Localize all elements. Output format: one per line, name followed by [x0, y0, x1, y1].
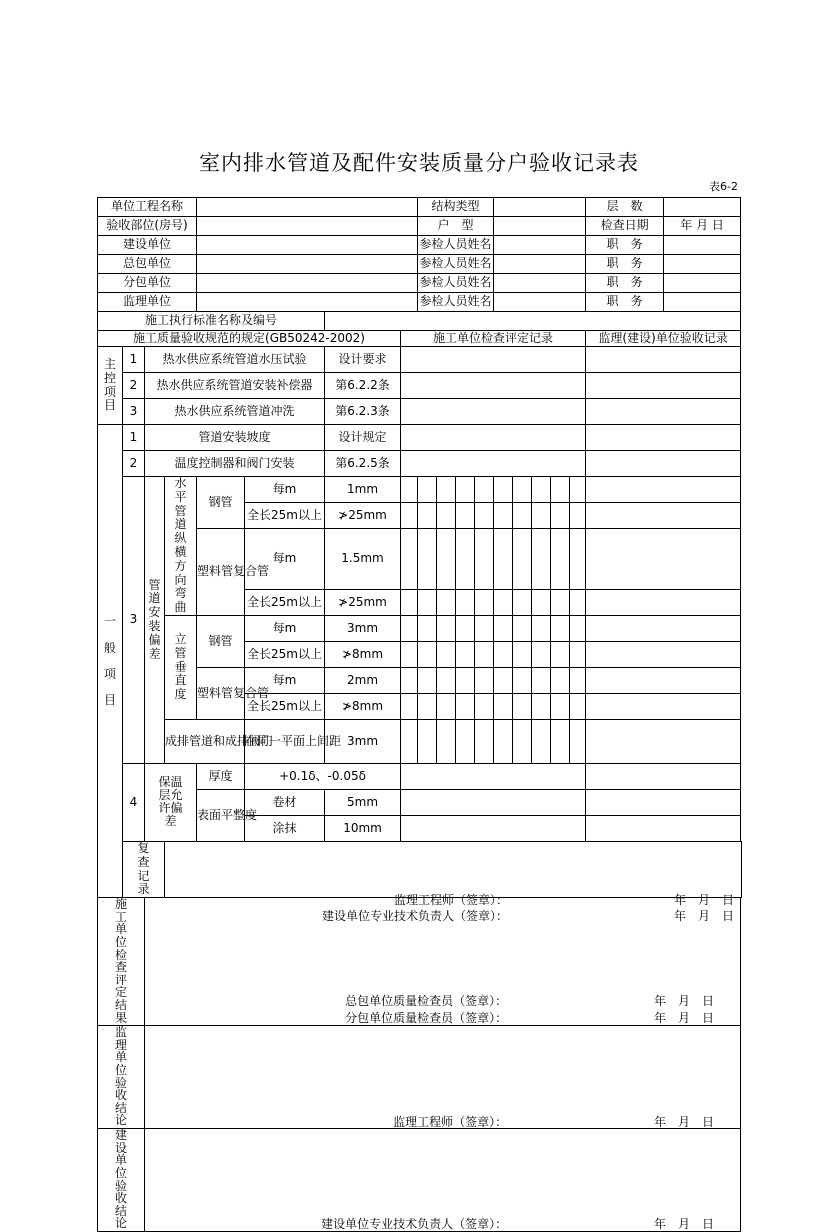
per-meter-label: 每m	[245, 477, 325, 503]
supervise-record-cell[interactable]	[586, 641, 741, 667]
check-cell[interactable]	[475, 667, 494, 693]
check-cell[interactable]	[532, 693, 551, 719]
construct-record-cell[interactable]	[401, 763, 586, 789]
check-cell[interactable]	[475, 641, 494, 667]
supervise-conclusion-signature-area[interactable]	[145, 1026, 741, 1129]
supervise-unit-value[interactable]	[197, 293, 418, 312]
check-cell[interactable]	[475, 615, 494, 641]
supervise-record-cell[interactable]	[586, 347, 741, 373]
supervise-record-cell[interactable]	[586, 589, 741, 615]
supervise-unit-label: 监理单位	[98, 293, 197, 312]
roll-label: 卷材	[245, 789, 325, 815]
item-no: 4	[123, 763, 145, 841]
item-name: 热水供应系统管道安装补偿器	[145, 373, 325, 399]
check-cell[interactable]	[401, 615, 418, 641]
item-requirement: 第6.2.3条	[325, 399, 401, 425]
check-cell[interactable]	[551, 719, 570, 763]
check-cell[interactable]	[418, 641, 437, 667]
check-cell[interactable]	[437, 667, 456, 693]
check-cell[interactable]	[437, 529, 456, 590]
check-cell[interactable]	[437, 589, 456, 615]
unit-type-label: 户 型	[418, 217, 494, 236]
supervise-record-cell[interactable]	[586, 451, 741, 477]
vertical-label: 立管垂直度	[165, 615, 197, 719]
tolerance-value: 1mm	[325, 477, 401, 503]
check-cell[interactable]	[570, 477, 586, 503]
item-no: 1	[123, 347, 145, 373]
check-cell[interactable]	[418, 667, 437, 693]
per-meter-label: 每m	[245, 615, 325, 641]
tolerance-value: 10mm	[325, 815, 401, 841]
item-requirement: 第6.2.2条	[325, 373, 401, 399]
check-cell[interactable]	[570, 615, 586, 641]
supervise-conclusion-label: 监理单位验收结论	[98, 1026, 145, 1129]
inspector-label: 参检人员姓名	[418, 255, 494, 274]
supervise-record-cell[interactable]	[586, 615, 741, 641]
construct-record-cell[interactable]	[401, 815, 586, 841]
item-name: 热水供应系统管道冲洗	[145, 399, 325, 425]
build-conclusion-label: 建设单位验收结论	[98, 1129, 145, 1232]
steel-pipe-label: 钢管	[197, 615, 245, 667]
horizontal-bend-label: 水平管道纵横方向弯曲	[165, 477, 197, 616]
check-cell[interactable]	[418, 529, 437, 590]
general-unit-label: 总包单位	[98, 255, 197, 274]
check-cell[interactable]	[401, 529, 418, 590]
check-cell[interactable]	[456, 503, 475, 529]
supervise-record-cell[interactable]	[586, 693, 741, 719]
item-name: 管道安装坡度	[145, 425, 325, 451]
sub-unit-label: 分包单位	[98, 274, 197, 293]
position-value[interactable]	[664, 293, 741, 312]
thickness-label: 厚度	[197, 763, 245, 789]
full-length-label: 全长25m以上	[245, 641, 325, 667]
spec-header: 施工质量验收规范的规定(GB50242-2002)	[98, 331, 401, 347]
plastic-pipe-label: 塑料管复合管	[197, 667, 245, 719]
inspector-value[interactable]	[494, 293, 586, 312]
structure-type-label: 结构类型	[418, 198, 494, 217]
supervise-record-cell[interactable]	[586, 667, 741, 693]
check-cell[interactable]	[513, 615, 532, 641]
check-cell[interactable]	[551, 503, 570, 529]
construct-record-header: 施工单位检查评定记录	[401, 331, 586, 347]
inspector-label: 参检人员姓名	[418, 274, 494, 293]
check-cell[interactable]	[494, 719, 513, 763]
check-cell[interactable]	[475, 477, 494, 503]
sub-qc-label: 分包单位质量检查员（签章）：	[345, 1010, 508, 1025]
check-cell[interactable]	[494, 667, 513, 693]
build-conclusion-signature-area[interactable]	[145, 1129, 741, 1232]
supervise-record-cell[interactable]	[586, 529, 741, 590]
build-unit-value[interactable]	[197, 236, 418, 255]
rows-valves-label: 成排管道和成排阀门	[165, 719, 245, 763]
check-cell[interactable]	[456, 641, 475, 667]
check-cell[interactable]	[551, 529, 570, 590]
check-cell[interactable]	[570, 529, 586, 590]
full-length-label: 全长25m以上	[245, 589, 325, 615]
item-requirement: 设计规定	[325, 425, 401, 451]
construct-record-cell[interactable]	[401, 347, 586, 373]
check-cell[interactable]	[401, 477, 418, 503]
check-cell[interactable]	[456, 667, 475, 693]
review-signature-area[interactable]	[165, 841, 742, 923]
check-cell[interactable]	[513, 641, 532, 667]
position-value[interactable]	[664, 255, 741, 274]
main-items-label: 主控项目	[98, 347, 123, 425]
check-cell[interactable]	[437, 719, 456, 763]
position-value[interactable]	[664, 274, 741, 293]
check-cell[interactable]	[494, 529, 513, 590]
tolerance-value: ≯25mm	[325, 503, 401, 529]
general-items-label: 一般项目	[98, 425, 123, 898]
check-cell[interactable]	[551, 477, 570, 503]
full-length-label: 全长25m以上	[245, 503, 325, 529]
date-line: 年 月 日	[653, 1217, 714, 1232]
construct-record-cell[interactable]	[401, 789, 586, 815]
tolerance-value: ≯25mm	[325, 589, 401, 615]
check-cell[interactable]	[456, 615, 475, 641]
check-cell[interactable]	[551, 641, 570, 667]
check-cell[interactable]	[456, 477, 475, 503]
check-cell[interactable]	[513, 503, 532, 529]
tolerance-value: 1.5mm	[325, 529, 401, 590]
construct-record-cell[interactable]	[401, 373, 586, 399]
item-no: 2	[123, 451, 145, 477]
construct-record-cell[interactable]	[401, 425, 586, 451]
tolerance-value: ≯8mm	[325, 641, 401, 667]
tolerance-value: 5mm	[325, 789, 401, 815]
check-cell[interactable]	[418, 719, 437, 763]
supervise-record-cell[interactable]	[586, 815, 741, 841]
date-line: 年 月 日	[673, 892, 734, 907]
check-cell[interactable]	[494, 503, 513, 529]
check-cell[interactable]	[551, 667, 570, 693]
item-no: 3	[123, 477, 145, 764]
inspector-label: 参检人员姓名	[418, 236, 494, 255]
construct-result-label: 施工单位检查评定结果	[98, 898, 145, 1026]
date-line: 年 月 日	[653, 993, 714, 1008]
check-cell[interactable]	[475, 589, 494, 615]
check-cell[interactable]	[401, 641, 418, 667]
check-cell[interactable]	[532, 667, 551, 693]
supervise-record-cell[interactable]	[586, 503, 741, 529]
plastic-pipe-label: 塑料管复合管	[197, 529, 245, 616]
table-number: 表6-2	[709, 180, 738, 193]
check-cell[interactable]	[475, 503, 494, 529]
check-cell[interactable]	[513, 667, 532, 693]
acceptance-record-table	[97, 197, 742, 1232]
tolerance-value: 3mm	[325, 719, 401, 763]
check-cell[interactable]	[570, 503, 586, 529]
check-cell[interactable]	[494, 589, 513, 615]
item-no: 3	[123, 399, 145, 425]
build-tech-label: 建设单位专业技术负责人（签章）：	[321, 1217, 508, 1232]
general-unit-value[interactable]	[197, 255, 418, 274]
check-cell[interactable]	[532, 477, 551, 503]
check-cell[interactable]	[456, 719, 475, 763]
build-tech-label: 建设单位专业技术负责人（签章）：	[321, 908, 508, 923]
per-meter-label: 每m	[245, 667, 325, 693]
check-cell[interactable]	[532, 503, 551, 529]
supervise-engineer-label: 监理工程师（签章）：	[393, 1115, 508, 1130]
check-date-label: 检查日期	[586, 217, 664, 236]
check-cell[interactable]	[532, 529, 551, 590]
check-cell[interactable]	[418, 477, 437, 503]
check-cell[interactable]	[551, 615, 570, 641]
check-cell[interactable]	[418, 503, 437, 529]
position-label: 职 务	[586, 236, 664, 255]
supervise-record-cell[interactable]	[586, 425, 741, 451]
check-cell[interactable]	[456, 693, 475, 719]
inspector-value[interactable]	[494, 236, 586, 255]
check-cell[interactable]	[475, 693, 494, 719]
position-label: 职 务	[586, 274, 664, 293]
item-no: 2	[123, 373, 145, 399]
inspector-value[interactable]	[494, 274, 586, 293]
check-cell[interactable]	[494, 641, 513, 667]
supervise-record-cell[interactable]	[586, 399, 741, 425]
position-value[interactable]	[664, 236, 741, 255]
project-name-label: 单位工程名称	[98, 198, 197, 217]
item-no: 1	[123, 425, 145, 451]
check-cell[interactable]	[532, 641, 551, 667]
tolerance-value: 2mm	[325, 667, 401, 693]
tolerance-value: 3mm	[325, 615, 401, 641]
check-cell[interactable]	[401, 589, 418, 615]
full-length-label: 全长25m以上	[245, 693, 325, 719]
supervise-record-cell[interactable]	[586, 373, 741, 399]
check-cell[interactable]	[437, 693, 456, 719]
position-label: 职 务	[586, 293, 664, 312]
check-cell[interactable]	[570, 641, 586, 667]
date-line: 年 月 日	[653, 1010, 714, 1025]
check-cell[interactable]	[532, 589, 551, 615]
part-value[interactable]	[197, 217, 418, 236]
supervise-record-cell[interactable]	[586, 763, 741, 789]
check-cell[interactable]	[551, 589, 570, 615]
thickness-value: +0.1δ、-0.05δ	[245, 763, 401, 789]
check-cell[interactable]	[456, 589, 475, 615]
check-cell[interactable]	[401, 719, 418, 763]
check-cell[interactable]	[437, 503, 456, 529]
build-unit-label: 建设单位	[98, 236, 197, 255]
position-label: 职 务	[586, 255, 664, 274]
check-cell[interactable]	[401, 667, 418, 693]
check-cell[interactable]	[401, 693, 418, 719]
steel-pipe-label: 钢管	[197, 477, 245, 529]
insulation-deviation-label: 保温层允许偏差	[145, 763, 197, 841]
check-cell[interactable]	[532, 719, 551, 763]
same-plane-label: 在同一平面上间距	[245, 719, 325, 763]
check-cell[interactable]	[494, 477, 513, 503]
standard-label: 施工执行标准名称及编号	[98, 312, 325, 331]
check-cell[interactable]	[475, 719, 494, 763]
check-cell[interactable]	[570, 719, 586, 763]
part-label: 验收部位(房号)	[98, 217, 197, 236]
check-cell[interactable]	[570, 667, 586, 693]
check-cell[interactable]	[437, 641, 456, 667]
check-cell[interactable]	[456, 529, 475, 590]
check-cell[interactable]	[551, 693, 570, 719]
per-meter-label: 每m	[245, 529, 325, 590]
check-cell[interactable]	[418, 589, 437, 615]
inspector-value[interactable]	[494, 255, 586, 274]
check-cell[interactable]	[437, 477, 456, 503]
check-cell[interactable]	[494, 693, 513, 719]
check-cell[interactable]	[418, 615, 437, 641]
pipe-deviation-label: 管道安装偏差	[145, 477, 165, 764]
check-cell[interactable]	[418, 693, 437, 719]
check-cell[interactable]	[494, 615, 513, 641]
date-line: 年 月 日	[653, 1115, 714, 1130]
check-cell[interactable]	[513, 529, 532, 590]
check-cell[interactable]	[513, 719, 532, 763]
check-cell[interactable]	[513, 693, 532, 719]
check-cell[interactable]	[401, 503, 418, 529]
check-cell[interactable]	[570, 693, 586, 719]
coat-label: 涂抹	[245, 815, 325, 841]
supervise-record-cell[interactable]	[586, 789, 741, 815]
tolerance-value: ≯8mm	[325, 693, 401, 719]
check-cell[interactable]	[475, 529, 494, 590]
general-qc-label: 总包单位质量检查员（签章）：	[345, 993, 508, 1008]
page-title: 室内排水管道及配件安装质量分户验收记录表	[199, 151, 639, 175]
supervise-record-header: 监理(建设)单位验收记录	[586, 331, 741, 347]
project-name-value[interactable]	[197, 198, 418, 217]
inspector-label: 参检人员姓名	[418, 293, 494, 312]
floors-value[interactable]	[664, 198, 741, 217]
item-requirement: 设计要求	[325, 347, 401, 373]
construct-record-cell[interactable]	[401, 451, 586, 477]
check-cell[interactable]	[513, 589, 532, 615]
supervise-record-cell[interactable]	[586, 477, 741, 503]
floors-label: 层 数	[586, 198, 664, 217]
check-cell[interactable]	[570, 589, 586, 615]
check-cell[interactable]	[513, 477, 532, 503]
supervise-record-cell[interactable]	[586, 719, 741, 763]
check-cell[interactable]	[437, 615, 456, 641]
sub-unit-value[interactable]	[197, 274, 418, 293]
check-cell[interactable]	[532, 615, 551, 641]
supervise-engineer-label: 监理工程师（签章）：	[393, 892, 508, 907]
item-name: 热水供应系统管道水压试验	[145, 347, 325, 373]
item-requirement: 第6.2.5条	[325, 451, 401, 477]
date-line: 年 月 日	[673, 908, 734, 923]
unit-type-value[interactable]	[494, 217, 586, 236]
item-name: 温度控制器和阀门安装	[145, 451, 325, 477]
standard-value[interactable]	[325, 312, 741, 331]
check-date-value[interactable]: 年 月 日	[664, 217, 741, 236]
review-label: 复查记录	[123, 841, 165, 897]
surface-flatness-label: 表面平整度	[197, 789, 245, 841]
construct-record-cell[interactable]	[401, 399, 586, 425]
structure-type-value[interactable]	[494, 198, 586, 217]
